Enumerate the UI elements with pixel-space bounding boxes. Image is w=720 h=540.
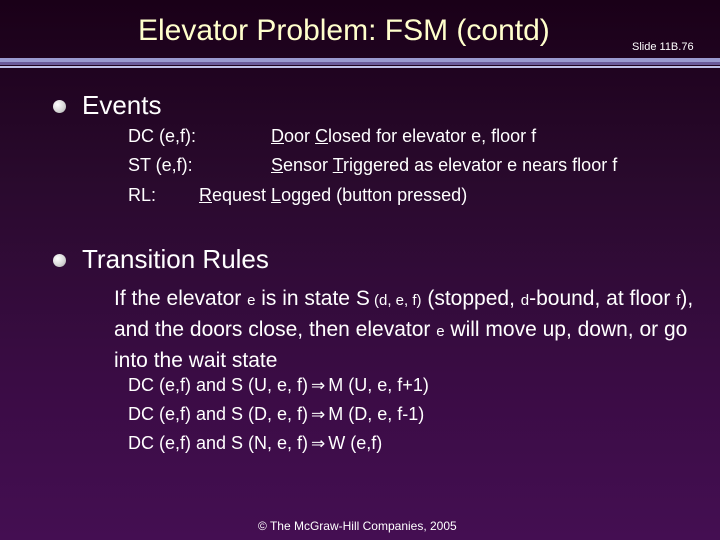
copyright-footer: © The McGraw-Hill Companies, 2005 bbox=[258, 519, 457, 533]
transition-rules-heading: Transition Rules bbox=[82, 244, 269, 274]
event-definition-dc: Door Closed for elevator e, floor f bbox=[271, 126, 537, 146]
event-label-st: ST (e,f): bbox=[128, 155, 193, 175]
bullet-icon bbox=[53, 100, 66, 113]
event-definition-rl: Request Logged (button pressed) bbox=[199, 185, 468, 205]
bullet-icon bbox=[53, 254, 66, 267]
event-definition-st: Sensor Triggered as elevator e nears floor f bbox=[271, 155, 618, 175]
transition-rule: DC (e,f) and S (N, e, f) ⇒ W (e,f) bbox=[128, 433, 383, 454]
transition-rule: DC (e,f) and S (D, e, f) ⇒ M (D, e, f-1) bbox=[128, 404, 425, 425]
event-label-rl: RL: bbox=[128, 185, 157, 205]
event-label-dc: DC (e,f): bbox=[128, 126, 197, 146]
slide-title: Elevator Problem: FSM (contd) bbox=[138, 14, 550, 47]
events-heading: Events bbox=[82, 90, 162, 120]
header-rule-middle bbox=[0, 62, 720, 65]
implies-arrow-icon: ⇒ bbox=[311, 376, 326, 396]
transition-rule: DC (e,f) and S (U, e, f) ⇒ M (U, e, f+1) bbox=[128, 375, 429, 396]
transition-description: If the elevator e is in state S (d, e, f) (stopped, d-bound, at floor f), and the doors close, then elevator e will move up, down, or go into the wait state bbox=[114, 287, 694, 372]
slide-number: Slide 11B.76 bbox=[632, 41, 694, 53]
implies-arrow-icon: ⇒ bbox=[311, 405, 326, 425]
implies-arrow-icon: ⇒ bbox=[311, 434, 326, 454]
header-rule-bottom bbox=[0, 66, 720, 68]
